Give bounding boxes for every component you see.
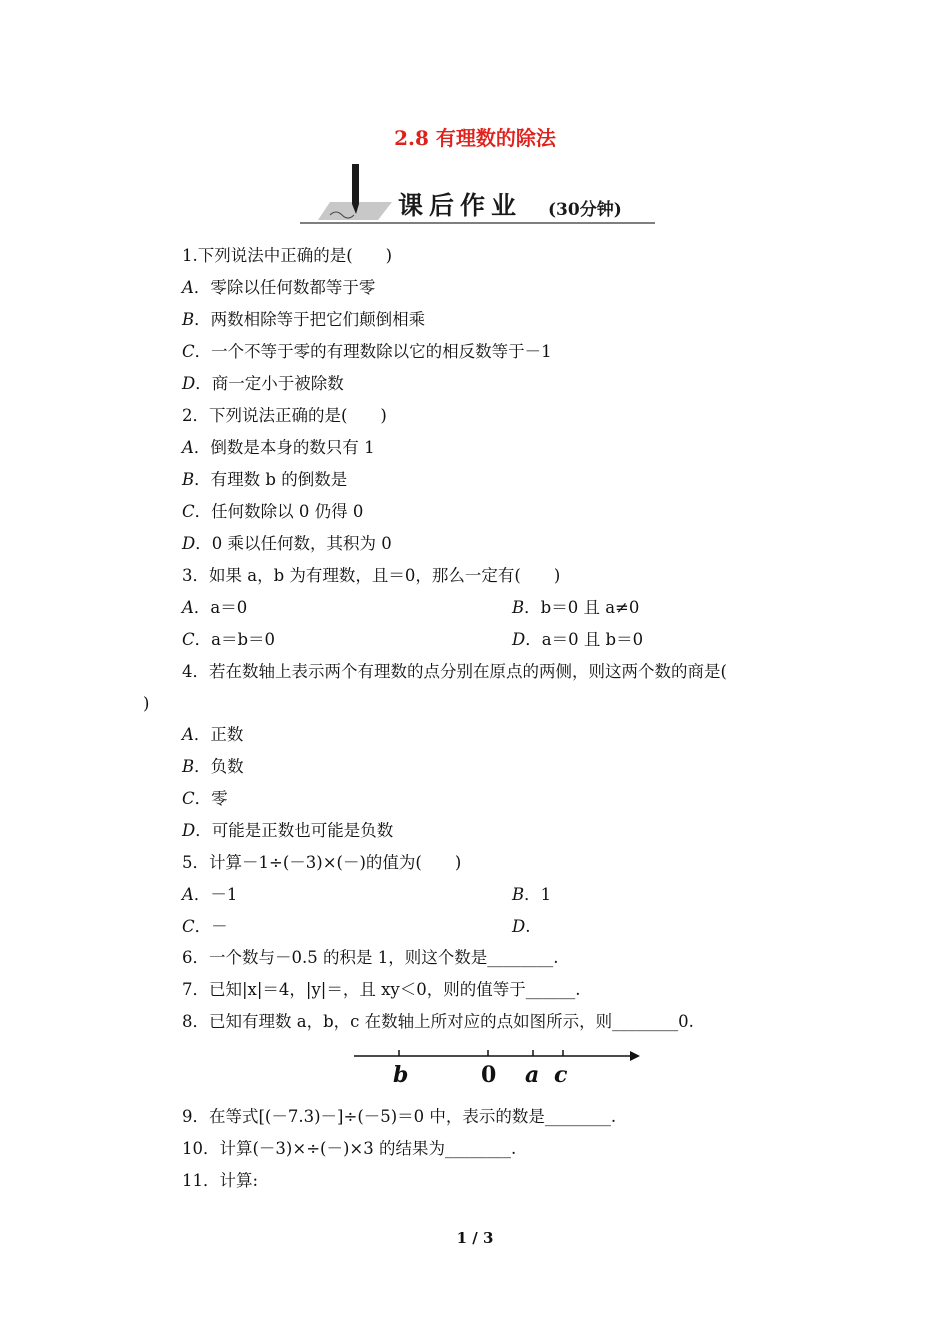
number-line-label-zero: 0	[481, 1062, 497, 1088]
question-11: 11．计算:	[182, 1171, 259, 1190]
question-3: 3．如果 a，b 为有理数，且＝0，那么一定有( )	[182, 566, 561, 585]
question-4: 4．若在数轴上表示两个有理数的点分别在原点的两侧，则这两个数的商是(	[182, 662, 727, 681]
q1-option-a: A．零除以任何数都等于零	[182, 278, 376, 297]
q2-option-d: D．0 乘以任何数，其积为 0	[182, 534, 392, 553]
q4-option-b: B．负数	[182, 757, 244, 776]
q4-option-d: D．可能是正数也可能是负数	[182, 821, 394, 840]
q3-option-d: D．a＝0 且 b＝0	[512, 630, 644, 649]
number-line-label-a: a	[525, 1062, 540, 1088]
q4-option-a: A．正数	[182, 725, 244, 744]
number-line-label-b: b	[393, 1062, 409, 1088]
question-5: 5．计算－1÷(－3)×(－)的值为( )	[182, 853, 462, 872]
q5-option-c: C．－	[182, 917, 228, 936]
q4-option-c: C．零	[182, 789, 228, 808]
question-4-continued: )	[143, 694, 150, 713]
q3-option-c: C．a＝b＝0	[182, 630, 276, 649]
q5-option-b: B．1	[512, 885, 552, 904]
question-1: 1.下列说法中正确的是( )	[182, 246, 393, 265]
page-title: 2.8 有理数的除法	[394, 126, 556, 150]
q3-option-b: B．b＝0 且 a≠0	[512, 598, 640, 617]
q2-option-b: B．有理数 b 的倒数是	[182, 470, 348, 489]
number-line-label-c: c	[554, 1062, 568, 1088]
q1-option-c: C．一个不等于零的有理数除以它的相反数等于－1	[182, 342, 552, 361]
q2-option-c: C．任何数除以 0 仍得 0	[182, 502, 364, 521]
q2-option-a: A．倒数是本身的数只有 1	[182, 438, 375, 457]
q3-option-a: A．a＝0	[182, 598, 248, 617]
q5-option-a: A．－1	[182, 885, 238, 904]
question-6: 6．一个数与－0.5 的积是 1，则这个数是________.	[182, 948, 559, 967]
q5-option-d: D.	[512, 917, 531, 936]
question-7: 7．已知|x|＝4，|y|＝，且 xy＜0，则的值等于______.	[182, 980, 581, 999]
page-number: 1 / 3	[456, 1229, 494, 1247]
q1-option-b: B．两数相除等于把它们颠倒相乘	[182, 310, 426, 329]
banner-subtitle: (30分钟)	[548, 200, 622, 220]
banner-title: 课后作业	[398, 191, 523, 220]
question-10: 10．计算(－3)×÷(－)×3 的结果为________.	[182, 1139, 517, 1158]
question-9: 9．在等式[(－7.3)－]÷(－5)＝0 中，表示的数是________.	[182, 1107, 617, 1126]
question-8: 8．已知有理数 a，b，c 在数轴上所对应的点如图所示，则________0.	[182, 1012, 694, 1031]
q1-option-d: D．商一定小于被除数	[182, 374, 344, 393]
question-2: 2．下列说法正确的是( )	[182, 406, 387, 425]
